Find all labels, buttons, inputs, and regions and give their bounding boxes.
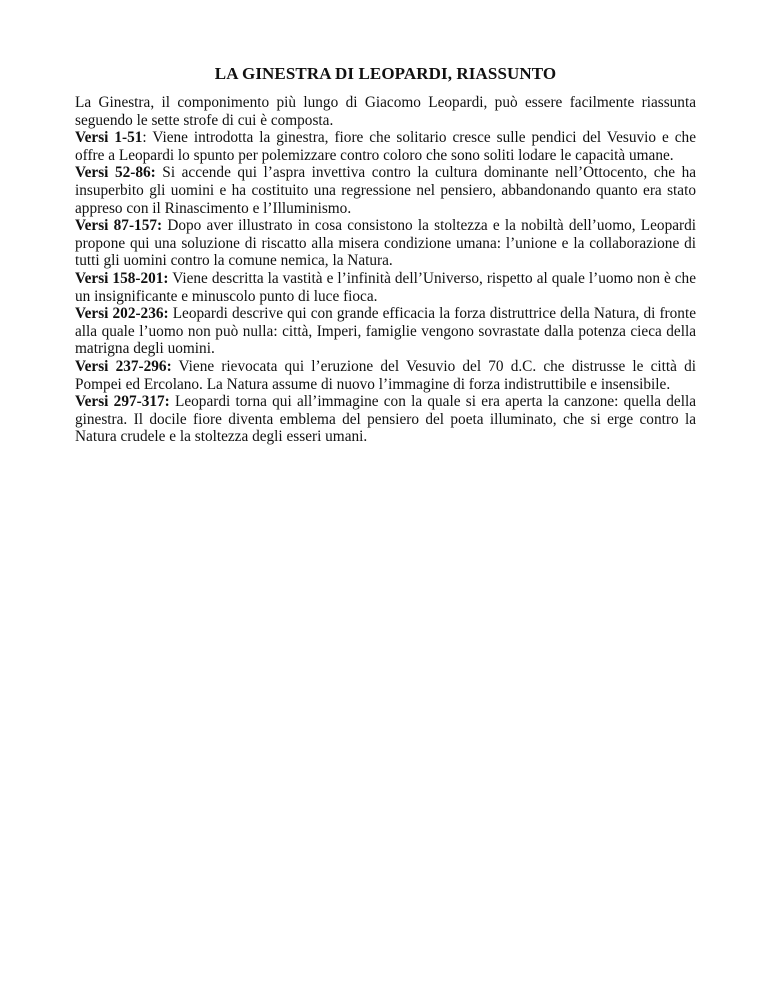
- section-text: : Viene introdotta la ginestra, fiore che solitario cresce sulle pendici del Vesuvio e che offre a Leopardi lo spunto per polemizzare contro coloro che sono soliti lodare le capacità umane.: [75, 129, 696, 164]
- section-label: Versi 237-296:: [75, 357, 172, 375]
- section-paragraph-4: [75, 270, 696, 305]
- section-text: Viene descritta la vastità e l’infinità dell’Universo, rispetto al quale l’uomo non è che un insignificante e minuscolo punto di luce fioca.: [75, 269, 696, 305]
- document-title: LA GINESTRA DI LEOPARDI, RIASSUNTO: [214, 64, 557, 83]
- section-label: Versi 52-86:: [75, 164, 156, 182]
- section-paragraph-5: [75, 305, 696, 358]
- section-text: Viene rievocata qui l’eruzione del Vesuvio del 70 d.C. che distrusse le città di Pompei ed Ercolano. La Natura assume di nuovo l’immagine di forza indistruttibile e insensibile.: [75, 357, 697, 393]
- intro-paragraph: La Ginestra, il componimento più lungo di Giacomo Leopardi, può essere facilmente riassunta seguendo le sette strofe di cui è composta.: [75, 94, 696, 129]
- section-text: Leopardi torna qui all’immagine con la quale si era aperta la canzone: quella della ginestra. Il docile fiore diventa emblema del pensiero del poeta illuminato, che si erge contro la Natura crudele e la stoltezza degli esseri umani.: [75, 393, 696, 446]
- section-text: Dopo aver illustrato in cosa consistono la stoltezza e la nobiltà dell’uomo, Leopardi propone qui una soluzione di riscatto alla misera condizione umana: l’unione e la collaborazione di tutti gli uomini contro la comune nemica, la Natura.: [75, 217, 697, 270]
- section-text: Si accende qui l’aspra invettiva contro la cultura dominante nell’Ottocento, che ha insuperbito gli uomini e ha costituito una regressione nel pensiero, abbandonando quanto era stato appreso con il Rinascimento e l’Illuminismo.: [75, 164, 697, 217]
- section-label: Versi 1-51: [75, 129, 143, 147]
- section-paragraph-1: [75, 129, 696, 164]
- document-page: [75, 62, 696, 446]
- section-label: Versi 202-236:: [75, 305, 169, 323]
- section-paragraph-2: [75, 164, 696, 217]
- section-paragraph-7: [75, 393, 696, 446]
- section-paragraph-3: [75, 217, 696, 270]
- section-label: Versi 158-201:: [75, 269, 169, 287]
- section-label: Versi 297-317:: [75, 393, 170, 411]
- section-label: Versi 87-157:: [75, 217, 163, 235]
- section-paragraph-6: [75, 358, 696, 393]
- section-text: Leopardi descrive qui con grande efficacia la forza distruttrice della Natura, di fronte alla quale l’uomo non può nulla: città, Imperi, famiglie vengono sovrastate dalla potenza cieca della matrigna degli uomini.: [75, 305, 696, 358]
